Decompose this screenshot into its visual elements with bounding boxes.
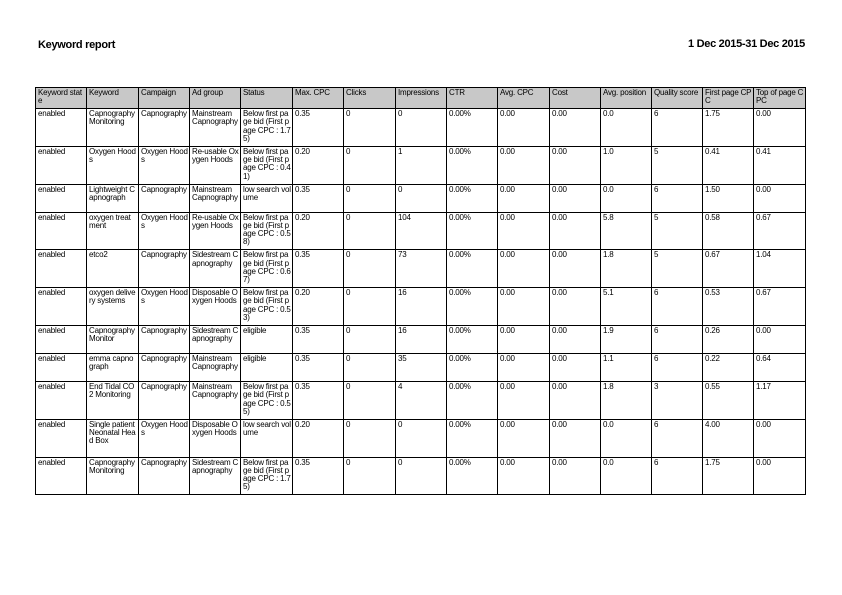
table-cell: Below first page bid (First page CPC : 0.58) [241,212,293,250]
table-cell: 0.35 [293,457,344,495]
table-cell: 0.00 [498,250,550,288]
table-cell: 0.00% [447,250,498,288]
table-cell: 6 [652,288,703,326]
table-row [36,184,806,212]
table-cell: 0.26 [703,325,754,353]
table-cell: 6 [652,325,703,353]
keyword-table [35,87,806,495]
table-cell: 1.9 [601,325,652,353]
table-cell: Mainstream Capnography [190,109,241,147]
table-cell: 5 [652,212,703,250]
table-cell: 0.00 [498,109,550,147]
table-cell: etco2 [87,250,139,288]
table-cell: eligible [241,353,293,381]
table-cell: 0.00 [498,325,550,353]
table-cell: enabled [36,419,87,457]
table-cell: Below first page bid (First page CPC : 1.75) [241,109,293,147]
table-cell: 0.00 [550,419,601,457]
table-cell: 0.55 [703,381,754,419]
table-row [36,419,806,457]
table-cell: 0.00 [550,250,601,288]
table-cell: 0.00% [447,381,498,419]
table-cell: 5 [652,250,703,288]
table-row [36,250,806,288]
column-header: Max. CPC [293,88,344,109]
table-cell: 0 [344,419,396,457]
table-cell: 0.64 [754,353,806,381]
table-cell: 16 [396,325,447,353]
table-row [36,146,806,184]
table-row [36,325,806,353]
table-cell: Re-usable Oxygen Hoods [190,212,241,250]
table-cell: 0.00 [498,457,550,495]
table-cell: 0.00 [550,109,601,147]
table-cell: Capnography [139,457,190,495]
table-cell: 0.00% [447,146,498,184]
column-header: Clicks [344,88,396,109]
table-cell: 6 [652,184,703,212]
table-cell: 1.04 [754,250,806,288]
table-cell: Below first page bid (First page CPC : 1.75) [241,457,293,495]
table-cell: 0.00 [754,109,806,147]
table-cell: Sidestream Capnography [190,325,241,353]
table-cell: 0.35 [293,250,344,288]
table-cell: 1.1 [601,353,652,381]
table-cell: 0 [396,419,447,457]
table-cell: 0.20 [293,288,344,326]
table-cell: 0.0 [601,109,652,147]
table-cell: Sidestream Capnography [190,457,241,495]
table-cell: 0 [396,109,447,147]
table-cell: 0.20 [293,419,344,457]
table-row [36,381,806,419]
table-cell: 0.0 [601,184,652,212]
table-cell: 1.8 [601,381,652,419]
table-cell: 0.35 [293,109,344,147]
table-cell: 0.00 [498,381,550,419]
table-cell: 0.58 [703,212,754,250]
table-cell: 0.00 [550,325,601,353]
table-cell: 4.00 [703,419,754,457]
table-cell: 0.0 [601,419,652,457]
table-cell: Capnography Monitoring [87,457,139,495]
table-cell: Mainstream Capnography [190,381,241,419]
table-cell: eligible [241,325,293,353]
table-cell: 0 [396,184,447,212]
table-row [36,212,806,250]
table-cell: 0.00% [447,419,498,457]
table-cell: Below first page bid (First page CPC : 0.41) [241,146,293,184]
report-date-range: 1 Dec 2015-31 Dec 2015 [688,38,805,50]
table-cell: 0 [344,457,396,495]
table-row [36,109,806,147]
table-cell: Lightweight Capnograph [87,184,139,212]
table-cell: 0.00% [447,353,498,381]
column-header: Campaign [139,88,190,109]
column-header: CTR [447,88,498,109]
table-cell: Disposable Oxygen Hoods [190,288,241,326]
table-cell: Capnography [139,184,190,212]
table-cell: 0.00 [498,288,550,326]
table-cell: enabled [36,381,87,419]
table-cell: 0.0 [601,457,652,495]
table-cell: 0.00 [498,353,550,381]
table-cell: enabled [36,146,87,184]
table-cell: Oxygen Hoods [139,146,190,184]
table-cell: Single patient Neonatal Head Box [87,419,139,457]
column-header: Keyword state [36,88,87,109]
table-cell: Capnography [139,325,190,353]
table-cell: Mainstream Capnography [190,353,241,381]
table-cell: 6 [652,419,703,457]
table-row [36,457,806,495]
table-cell: 0.00 [498,212,550,250]
table-cell: 0.41 [703,146,754,184]
table-cell: 6 [652,109,703,147]
table-cell: oxygen delivery systems [87,288,139,326]
table-cell: Below first page bid (First page CPC : 0.67) [241,250,293,288]
table-row [36,353,806,381]
table-cell: 0.00 [550,381,601,419]
table-cell: Oxygen Hoods [139,212,190,250]
table-cell: 104 [396,212,447,250]
table-cell: End Tidal CO2 Monitoring [87,381,139,419]
table-cell: enabled [36,288,87,326]
table-cell: 0.67 [754,212,806,250]
table-cell: Oxygen Hoods [139,419,190,457]
table-cell: 5.8 [601,212,652,250]
table-cell: 1.50 [703,184,754,212]
table-cell: 0.00% [447,212,498,250]
table-cell: 0.00 [550,184,601,212]
table-cell: 0.20 [293,212,344,250]
table-cell: 0.35 [293,353,344,381]
table-cell: low search volume [241,184,293,212]
table-cell: 6 [652,353,703,381]
table-cell: 0.00 [498,146,550,184]
table-cell: 0 [344,250,396,288]
table-cell: 0 [344,109,396,147]
table-cell: 1 [396,146,447,184]
table-cell: Re-usable Oxygen Hoods [190,146,241,184]
table-cell: 5.1 [601,288,652,326]
table-body [36,109,806,495]
table-cell: 0.35 [293,325,344,353]
column-header: First page CPC [703,88,754,109]
table-cell: 0.53 [703,288,754,326]
table-cell: 0.00 [550,146,601,184]
table-cell: enabled [36,353,87,381]
column-header: Impressions [396,88,447,109]
table-cell: Sidestream Capnography [190,250,241,288]
table-cell: 1.8 [601,250,652,288]
table-cell: 0.00% [447,184,498,212]
table-cell: Disposable Oxygen Hoods [190,419,241,457]
table-cell: emma capnograph [87,353,139,381]
table-cell: Capnography [139,109,190,147]
table-cell: 0 [344,353,396,381]
table-cell: 3 [652,381,703,419]
table-cell: Capnography [139,250,190,288]
report-title: Keyword report [38,39,116,51]
table-cell: Capnography [139,381,190,419]
table-cell: Below first page bid (First page CPC : 0.53) [241,288,293,326]
table-header-row [36,88,806,109]
table-cell: 0 [344,184,396,212]
table-cell: 0.00 [550,457,601,495]
column-header: Ad group [190,88,241,109]
table-cell: 1.0 [601,146,652,184]
table-cell: 0.00% [447,457,498,495]
table-cell: 0.22 [703,353,754,381]
table-cell: 6 [652,457,703,495]
table-cell: 0.00% [447,109,498,147]
table-cell: Oxygen Hoods [139,288,190,326]
table-cell: 0 [344,381,396,419]
table-cell: 0.67 [754,288,806,326]
table-cell: 0 [344,288,396,326]
table-cell: 1.17 [754,381,806,419]
table-cell: low search volume [241,419,293,457]
table-cell: enabled [36,325,87,353]
column-header: Cost [550,88,601,109]
column-header: Keyword [87,88,139,109]
table-cell: enabled [36,212,87,250]
table-cell: 1.75 [703,109,754,147]
table-cell: enabled [36,109,87,147]
table-cell: 0.00 [550,212,601,250]
table-cell: 0.00 [754,184,806,212]
table-cell: 0.35 [293,381,344,419]
table-cell: Capnography [139,353,190,381]
table-cell: Capnography Monitor [87,325,139,353]
table-cell: 0.67 [703,250,754,288]
table-cell: enabled [36,250,87,288]
table-cell: 0 [344,325,396,353]
column-header: Top of page CPC [754,88,806,109]
table-cell: enabled [36,184,87,212]
table-cell: 0 [344,146,396,184]
table-cell: enabled [36,457,87,495]
column-header: Status [241,88,293,109]
table-cell: 0.00 [550,353,601,381]
table-cell: oxygen treatment [87,212,139,250]
table-row [36,288,806,326]
table-cell: 0.00 [498,419,550,457]
column-header: Avg. position [601,88,652,109]
table-cell: 0.00 [550,288,601,326]
table-cell: 1.75 [703,457,754,495]
column-header: Avg. CPC [498,88,550,109]
table-cell: 0.00% [447,288,498,326]
column-header: Quality score [652,88,703,109]
table-cell: Oxygen Hoods [87,146,139,184]
table-cell: 16 [396,288,447,326]
table-cell: 0.00% [447,325,498,353]
table-cell: 0.00 [754,325,806,353]
table-cell: 0.00 [754,419,806,457]
table-cell: 0.00 [754,457,806,495]
table-cell: 35 [396,353,447,381]
table-cell: 0 [396,457,447,495]
table-cell: 0.20 [293,146,344,184]
table-cell: 0.35 [293,184,344,212]
table-cell: 0 [344,212,396,250]
table-cell: Mainstream Capnography [190,184,241,212]
table-cell: 73 [396,250,447,288]
table-cell: 4 [396,381,447,419]
table-cell: 0.41 [754,146,806,184]
table-cell: Capnography Monitoring [87,109,139,147]
table-cell: Below first page bid (First page CPC : 0.55) [241,381,293,419]
table-cell: 0.00 [498,184,550,212]
table-cell: 5 [652,146,703,184]
